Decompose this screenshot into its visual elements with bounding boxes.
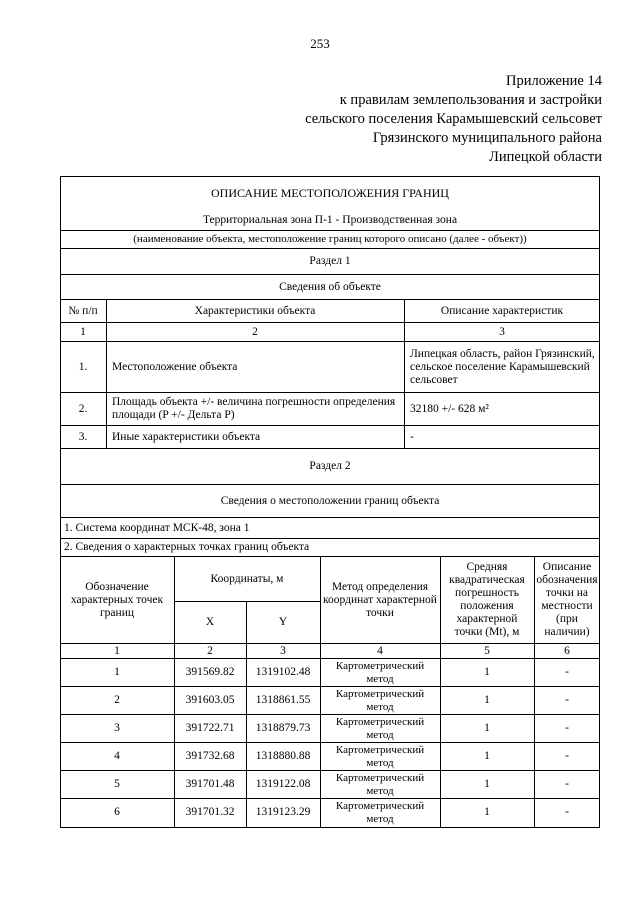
point-x: 391722.71: [185, 722, 235, 734]
point-id: 1: [114, 666, 120, 678]
header-method: Метод определения координат характерной точки: [323, 580, 437, 619]
object-row-description: Липецкая область, район Грязинский, сельское поселение Карамышевский сельсовет: [410, 347, 595, 386]
appendix-line: к правилам землепользования и застройки: [339, 92, 602, 108]
point-y: 1319122.08: [255, 778, 311, 790]
point-x: 391569.82: [185, 666, 235, 678]
object-row-num: 2.: [78, 402, 88, 415]
object-row-characteristic: Местоположение объекта: [112, 360, 238, 373]
header-error: Средняя квадратическая погрешность положения характерной точки (Mt), м: [449, 561, 525, 638]
col-number: 3: [499, 325, 505, 338]
section1-title: Раздел 1: [309, 255, 351, 267]
col-number: 5: [484, 644, 490, 657]
appendix-line: Липецкой области: [489, 149, 602, 165]
point-x: 391701.32: [185, 806, 235, 818]
point-y: 1318880.88: [255, 750, 311, 762]
appendix-line: сельского поселения Карамышевский сельсовет: [305, 111, 602, 127]
col-number: 1: [114, 644, 120, 657]
header-x: X: [205, 616, 215, 628]
point-x: 391732.68: [185, 750, 235, 762]
point-method: Картометрический метод: [335, 688, 425, 713]
point-id: 3: [114, 722, 120, 734]
col-number: 6: [564, 644, 570, 657]
point-mt: 1: [484, 666, 490, 678]
point-y: 1318861.55: [255, 694, 311, 706]
point-description: -: [565, 806, 569, 818]
point-method: Картометрический метод: [335, 744, 425, 769]
point-description: -: [565, 750, 569, 762]
section2-subtitle: Сведения о местоположении границ объекта: [220, 494, 440, 507]
point-method: Картометрический метод: [335, 660, 425, 685]
coordinate-system: 1. Система координат МСК-48, зона 1: [64, 521, 250, 534]
point-method: Картометрический метод: [335, 800, 425, 825]
point-method: Картометрический метод: [335, 716, 425, 741]
col-number: 3: [280, 644, 286, 657]
col-number: 2: [252, 325, 258, 338]
point-method: Картометрический метод: [335, 772, 425, 797]
point-description: -: [565, 666, 569, 678]
point-mt: 1: [484, 722, 490, 734]
point-x: 391603.05: [185, 694, 235, 706]
object-row-num: 1.: [78, 360, 88, 373]
point-id: 6: [114, 806, 120, 818]
zone-name: Территориальная зона П-1 - Производственная зона: [202, 213, 458, 226]
header-coordinates: Координаты, м: [210, 572, 284, 585]
point-id: 4: [114, 750, 120, 762]
page-number: 253: [310, 36, 330, 51]
object-row-characteristic: Площадь объекта +/- величина погрешности определения площади (P +/- Дельта P): [112, 396, 396, 421]
col-header-num: № п/п: [68, 304, 98, 317]
header-y: Y: [278, 616, 288, 628]
object-row-num: 3.: [78, 430, 88, 443]
point-y: 1318879.73: [255, 722, 311, 734]
col-number: 4: [377, 644, 383, 657]
object-row-description: 32180 +/- 628 м²: [410, 402, 489, 415]
point-description: -: [565, 694, 569, 706]
section2-title: Раздел 2: [309, 460, 351, 472]
section1-subtitle: Сведения об объекте: [279, 280, 381, 293]
point-mt: 1: [484, 750, 490, 762]
col-header-description: Описание характеристик: [440, 304, 564, 317]
object-row-description: -: [410, 430, 414, 443]
point-mt: 1: [484, 806, 490, 818]
object-row-characteristic: Иные характеристики объекта: [112, 430, 261, 443]
point-y: 1319102.48: [255, 666, 311, 678]
appendix-line: Приложение 14: [506, 73, 602, 89]
point-description: -: [565, 778, 569, 790]
appendix-header: [305, 72, 602, 167]
header-designation: Обозначение характерных точек границ: [70, 580, 164, 619]
zone-caption: (наименование объекта, местоположение границ которого описано (далее - объект)): [133, 232, 527, 245]
point-mt: 1: [484, 778, 490, 790]
point-id: 5: [114, 778, 120, 790]
point-id: 2: [114, 694, 120, 706]
col-number: 2: [207, 644, 213, 657]
point-description: -: [565, 722, 569, 734]
points-title: 2. Сведения о характерных точках границ объекта: [64, 540, 310, 553]
appendix-line: Грязинского муниципального района: [372, 130, 602, 146]
point-x: 391701.48: [185, 778, 235, 790]
col-header-characteristics: Характеристики объекта: [194, 304, 316, 317]
point-y: 1319123.29: [255, 806, 311, 818]
header-point-description: Описание обозначения точки на местности (при наличии): [536, 561, 598, 638]
point-mt: 1: [484, 694, 490, 706]
col-number: 1: [80, 325, 86, 338]
doc-title: ОПИСАНИЕ МЕСТОПОЛОЖЕНИЯ ГРАНИЦ: [211, 185, 449, 200]
